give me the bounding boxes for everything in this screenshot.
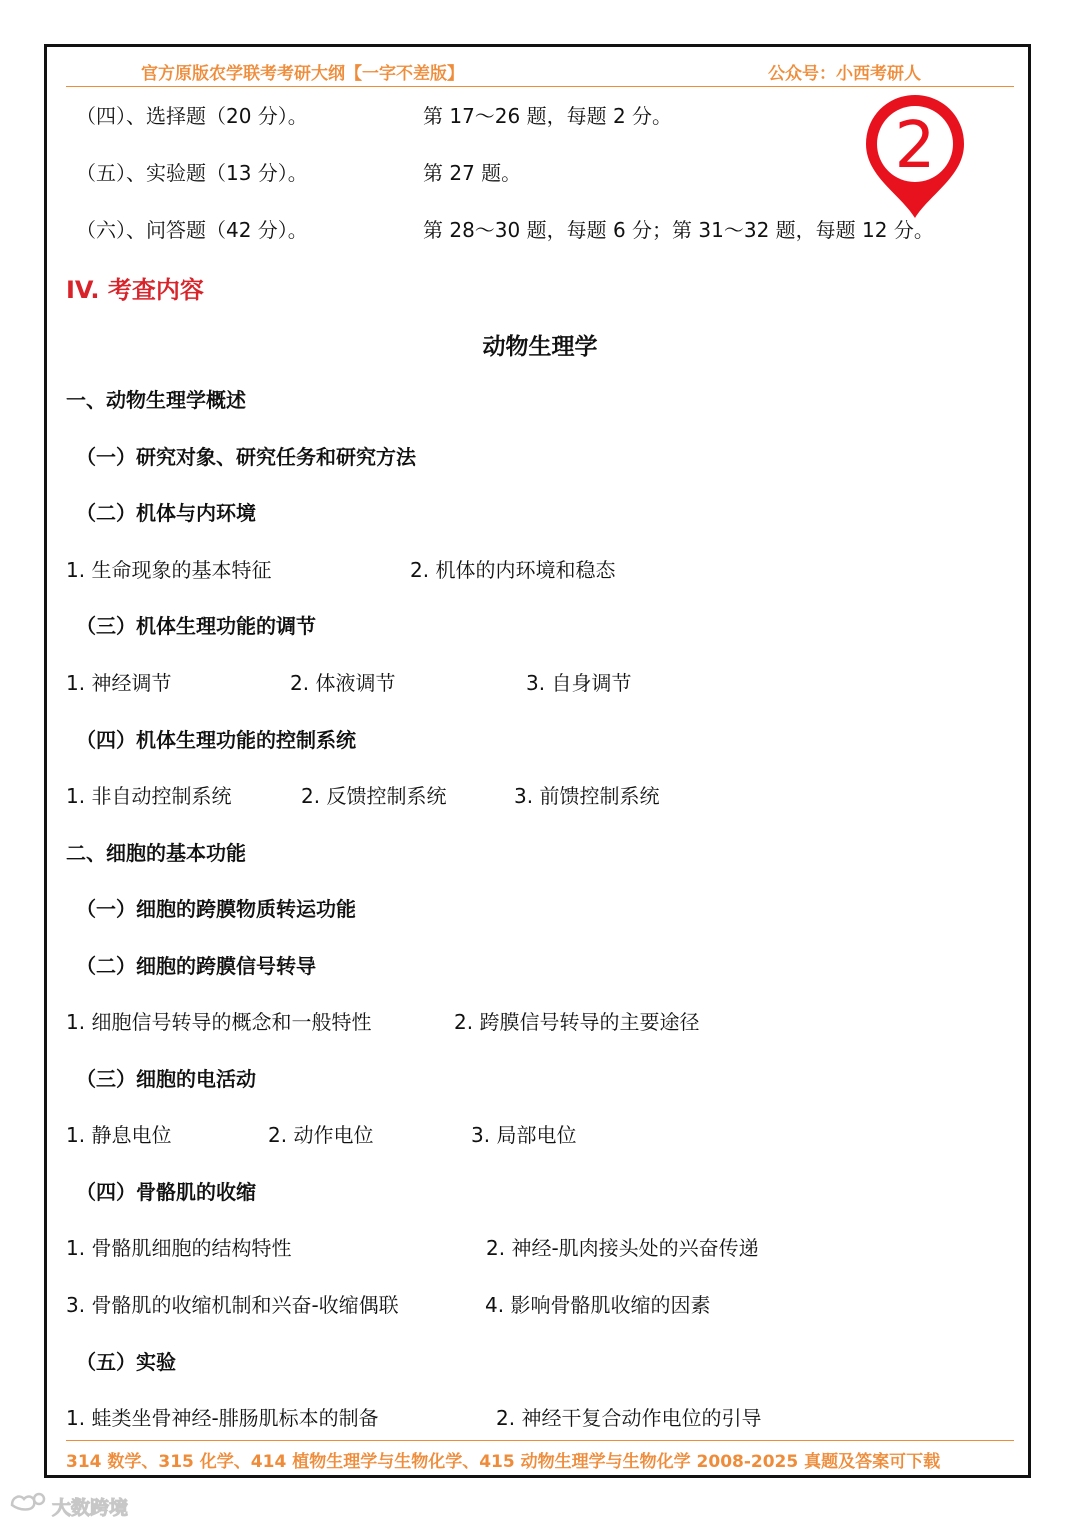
page-border bbox=[44, 44, 1031, 1478]
list-item: 3. 局部电位 bbox=[471, 1123, 577, 1147]
list-item: 3. 自身调节 bbox=[526, 671, 632, 695]
question-type-experiment: （五）、实验题（13 分）。 bbox=[76, 161, 308, 185]
question-type-essay: （六）、问答题（42 分）。 bbox=[76, 218, 308, 242]
list-item: 1. 生命现象的基本特征 bbox=[66, 558, 272, 582]
question-type-choice: （四）、选择题（20 分）。 bbox=[76, 104, 308, 128]
list-item: 4. 影响骨骼肌收缩的因素 bbox=[485, 1293, 711, 1317]
list-item: 3. 前馈控制系统 bbox=[514, 784, 660, 808]
list-item: 2. 跨膜信号转导的主要途径 bbox=[454, 1010, 700, 1034]
section-title: （四）骨骼肌的收缩 bbox=[76, 1180, 256, 1204]
list-item: 1. 神经调节 bbox=[66, 671, 172, 695]
list-item: 1. 蛙类坐骨神经-腓肠肌标本的制备 bbox=[66, 1406, 379, 1430]
list-item: 1. 细胞信号转导的概念和一般特性 bbox=[66, 1010, 372, 1034]
question-type-essay-detail: 第 28～30 题，每题 6 分；第 31～32 题，每题 12 分。 bbox=[423, 218, 934, 242]
page-header bbox=[66, 56, 1014, 87]
list-item: 1. 非自动控制系统 bbox=[66, 784, 232, 808]
page-footer: 314 数学、315 化学、414 植物生理学与生物化学、415 动物生理学与生物化学 2008-2025 真题及答案可下载 bbox=[66, 1440, 1014, 1472]
pin-number: 2 bbox=[894, 109, 936, 183]
question-type-choice-detail: 第 17～26 题，每题 2 分。 bbox=[423, 104, 673, 128]
list-item: 2. 神经-肌肉接头处的兴奋传递 bbox=[486, 1236, 759, 1260]
list-item: 2. 动作电位 bbox=[268, 1123, 374, 1147]
chapter-title: 二、细胞的基本功能 bbox=[66, 841, 246, 865]
section-title: （一）研究对象、研究任务和研究方法 bbox=[76, 445, 416, 469]
chapter-title: 一、动物生理学概述 bbox=[66, 388, 246, 412]
section-title: （三）机体生理功能的调节 bbox=[76, 614, 316, 638]
subject-title: 动物生理学 bbox=[482, 334, 598, 360]
list-item: 1. 骨骼肌细胞的结构特性 bbox=[66, 1236, 292, 1260]
list-item: 2. 体液调节 bbox=[290, 671, 396, 695]
section-title: （二）机体与内环境 bbox=[76, 501, 256, 525]
list-item: 2. 机体的内环境和稳态 bbox=[410, 558, 616, 582]
list-item: 3. 骨骼肌的收缩机制和兴奋-收缩偶联 bbox=[66, 1293, 399, 1317]
section-title: （三）细胞的电活动 bbox=[76, 1067, 256, 1091]
header-wechat-account: 公众号：小西考研人 bbox=[768, 64, 921, 84]
section-title: （五）实验 bbox=[76, 1350, 176, 1374]
location-pin-icon bbox=[860, 90, 970, 220]
watermark-text: 大数跨境 bbox=[52, 1496, 129, 1519]
section-title: （一）细胞的跨膜物质转运功能 bbox=[76, 897, 356, 921]
question-type-experiment-detail: 第 27 题。 bbox=[423, 161, 522, 185]
list-item: 2. 神经干复合动作电位的引导 bbox=[496, 1406, 762, 1430]
watermark bbox=[8, 1492, 128, 1520]
list-item: 1. 静息电位 bbox=[66, 1123, 172, 1147]
section-title: （二）细胞的跨膜信号转导 bbox=[76, 954, 316, 978]
section-title: （四）机体生理功能的控制系统 bbox=[76, 728, 356, 752]
watermark-logo-icon bbox=[8, 1491, 48, 1521]
list-item: 2. 反馈控制系统 bbox=[301, 784, 447, 808]
header-title: 官方原版农学联考考研大纲【一字不差版】 bbox=[141, 64, 464, 84]
section-heading: IV. 考查内容 bbox=[66, 276, 204, 304]
